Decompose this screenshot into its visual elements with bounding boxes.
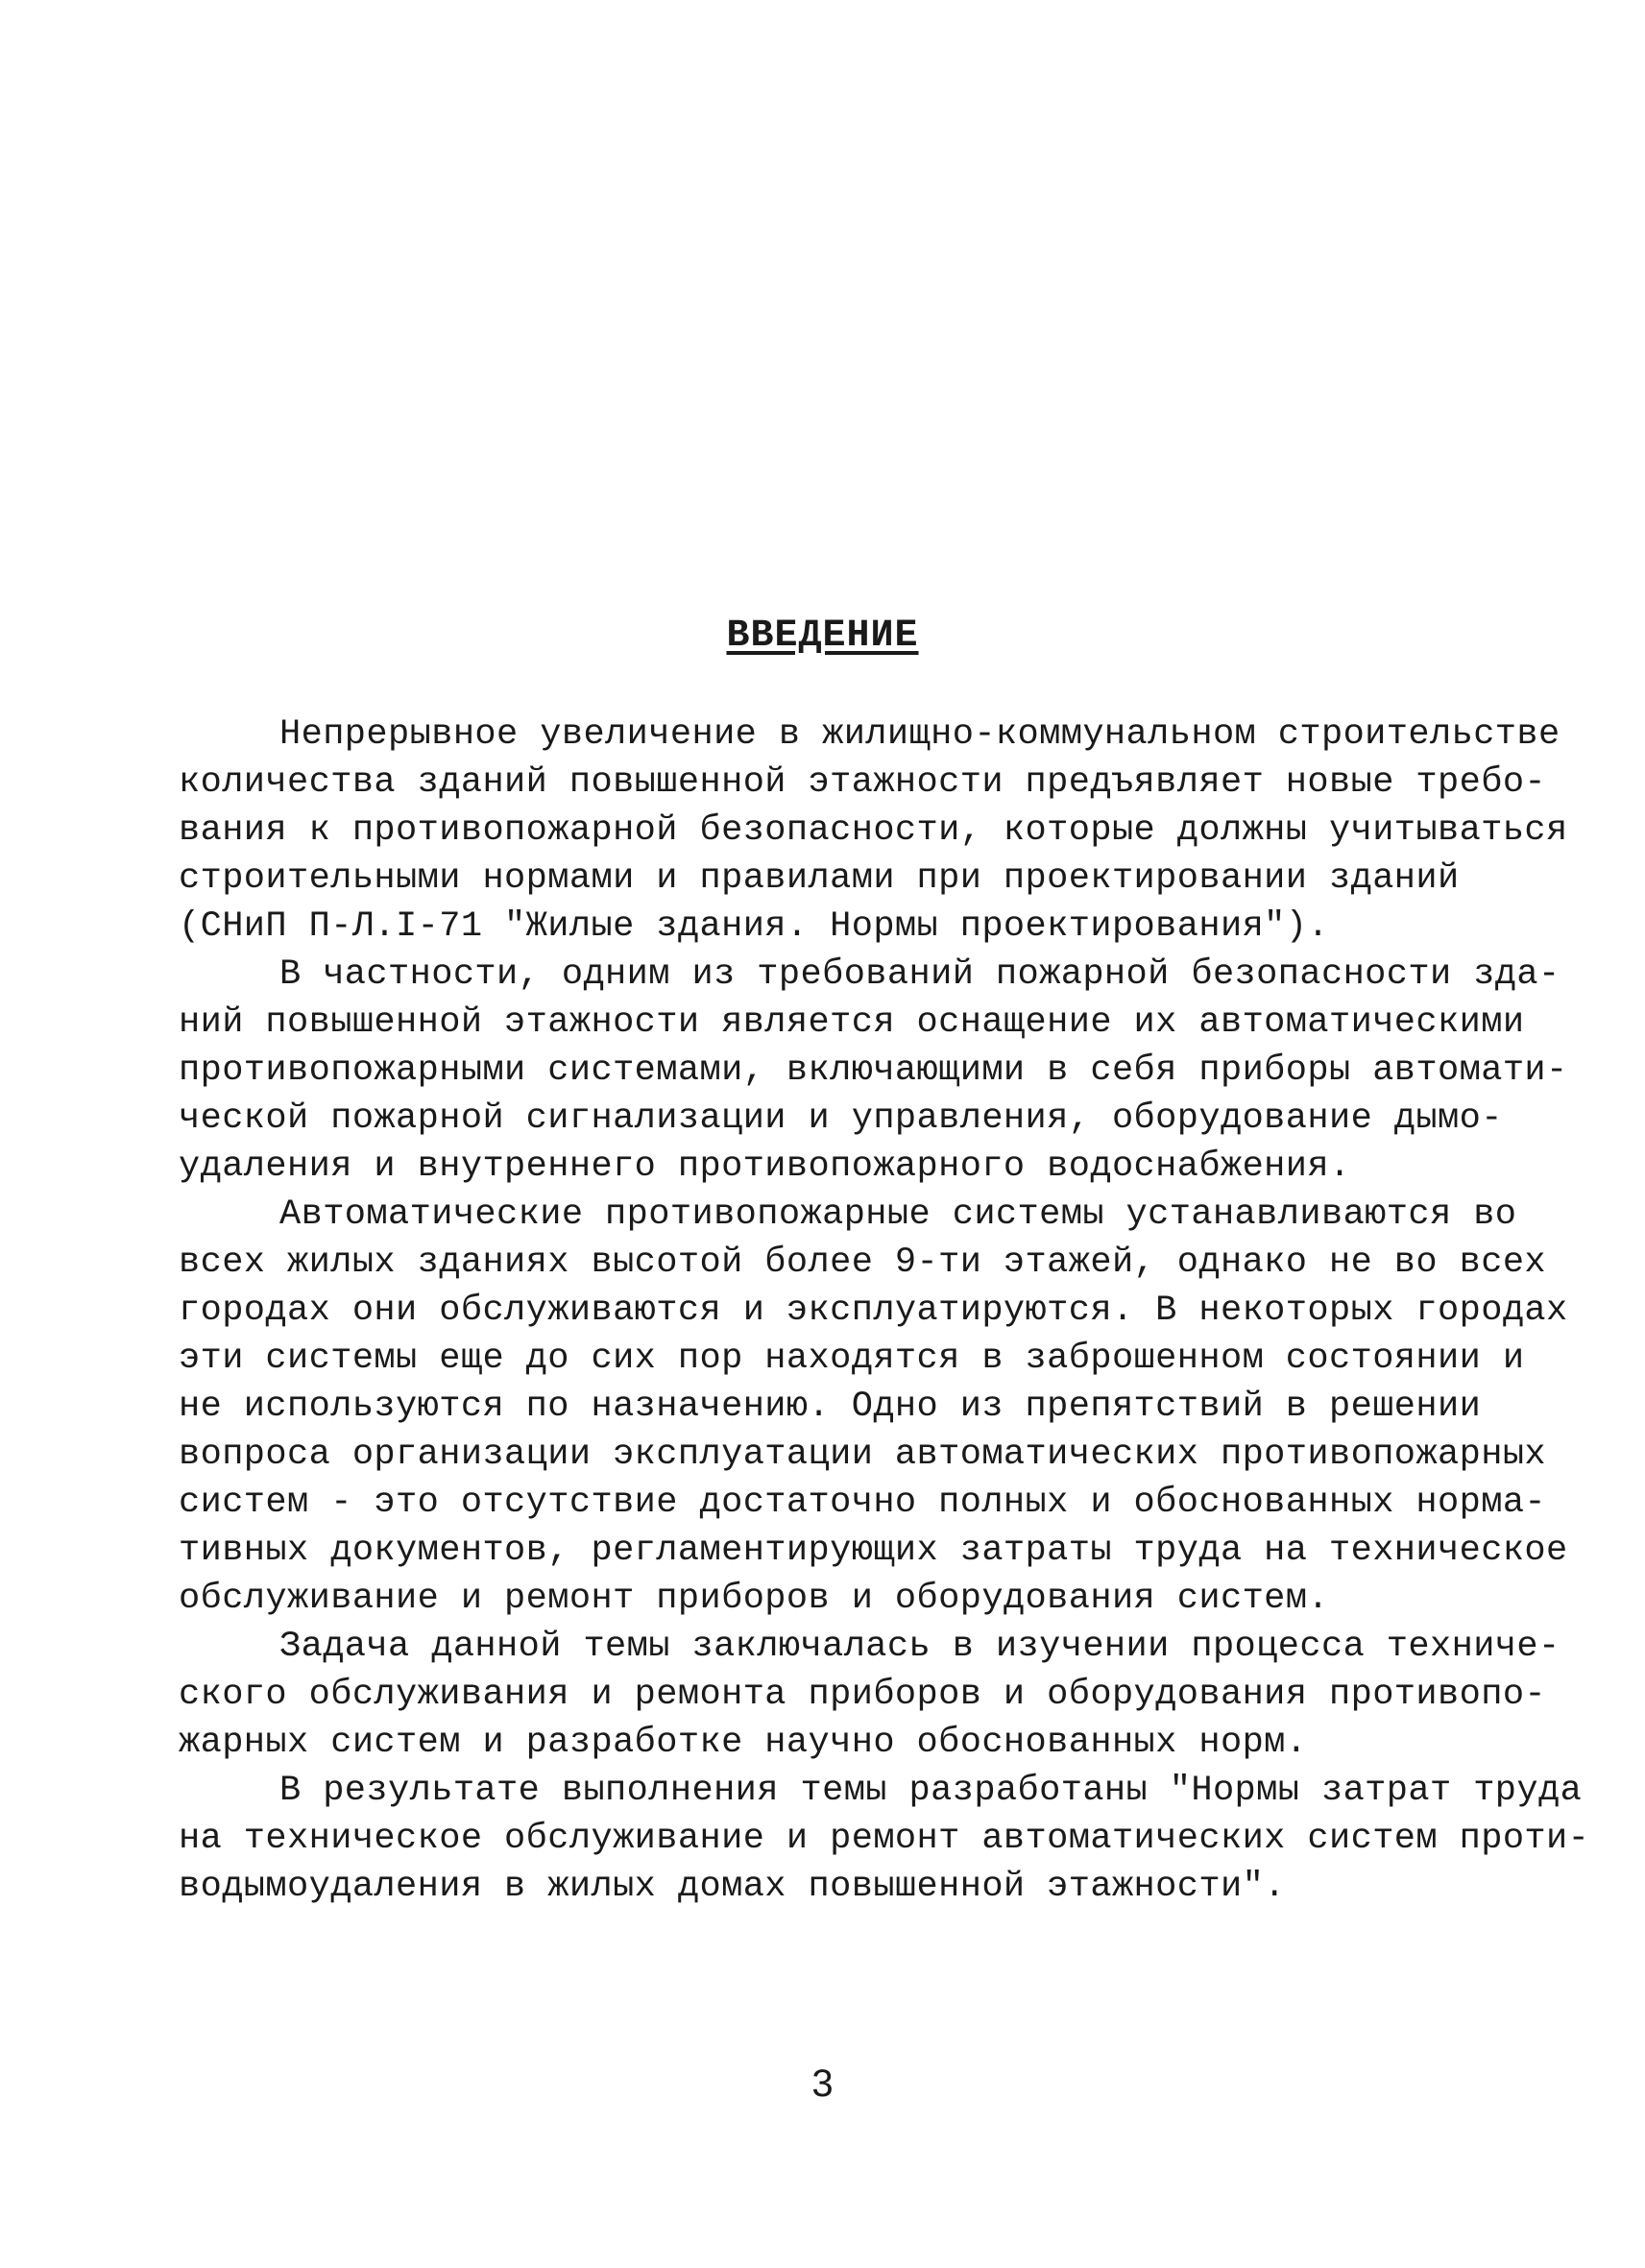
paragraph-line: на техническое обслуживание и ремонт автоматических систем проти- (179, 1819, 1590, 1859)
paragraph-line: ческой пожарной сигнализации и управления, оборудование дымо- (179, 1098, 1503, 1139)
paragraph-line: жарных систем и разработке научно обоснованных норм. (179, 1723, 1308, 1763)
paragraph-line: вопроса организации эксплуатации автоматических противопожарных (179, 1435, 1547, 1475)
paragraph-line: городах они обслуживаются и эксплуатируются. В некоторых городах (179, 1291, 1568, 1331)
paragraph-line: Автоматические противопожарные системы устанавливаются во (279, 1194, 1517, 1235)
paragraph-line: систем - это отсутствие достаточно полных и обоснованных норма- (179, 1483, 1547, 1523)
paragraph-line: противопожарными системами, включающими в себя приборы автомати- (179, 1050, 1568, 1091)
paragraph-line: всех жилых зданиях высотой более 9-ти этажей, однако не во всех (179, 1243, 1547, 1283)
paragraph-line: (СНиП П-Л.I-71 "Жилые здания. Нормы проектирования"). (179, 906, 1329, 947)
page-number: 3 (811, 2063, 834, 2105)
paragraph-line: строительными нормами и правилами при проектировании зданий (179, 858, 1460, 899)
paragraph-line: не используются по назначению. Одно из препятствий в решении (179, 1387, 1482, 1427)
paragraph-line: ний повышенной этажности является оснащение их автоматическими (179, 1002, 1525, 1043)
paragraph-line: количества зданий повышенной этажности предъявляет новые требо- (179, 762, 1547, 803)
introduction-text (179, 711, 1590, 1911)
paragraph-line: обслуживание и ремонт приборов и оборудования систем. (179, 1579, 1329, 1619)
paragraph-line: тивных документов, регламентирующих затраты труда на техническое (179, 1531, 1568, 1571)
paragraph-line: Непрерывное увеличение в жилищно-коммунальном строительстве (279, 714, 1560, 755)
paragraph-line: эти системы еще до сих пор находятся в заброшенном состоянии и (179, 1339, 1525, 1379)
paragraph-line: Задача данной темы заключалась в изучении процесса техниче- (279, 1627, 1560, 1667)
paragraph-line: В результате выполнения темы разработаны "Нормы затрат труда (279, 1771, 1583, 1811)
paragraph-line: вания к противопожарной безопасности, которые должны учитываться (179, 810, 1568, 851)
paragraph-line: удаления и внутреннего противопожарного водоснабжения. (179, 1146, 1351, 1187)
paragraph-line: водымоудаления в жилых домах повышенной этажности". (179, 1867, 1286, 1907)
page-title: ВВЕДЕНИЕ (726, 615, 919, 658)
paragraph-line: В частности, одним из требований пожарной безопасности зда- (279, 954, 1560, 995)
paragraph-line: ского обслуживания и ремонта приборов и оборудования противопо- (179, 1675, 1547, 1715)
